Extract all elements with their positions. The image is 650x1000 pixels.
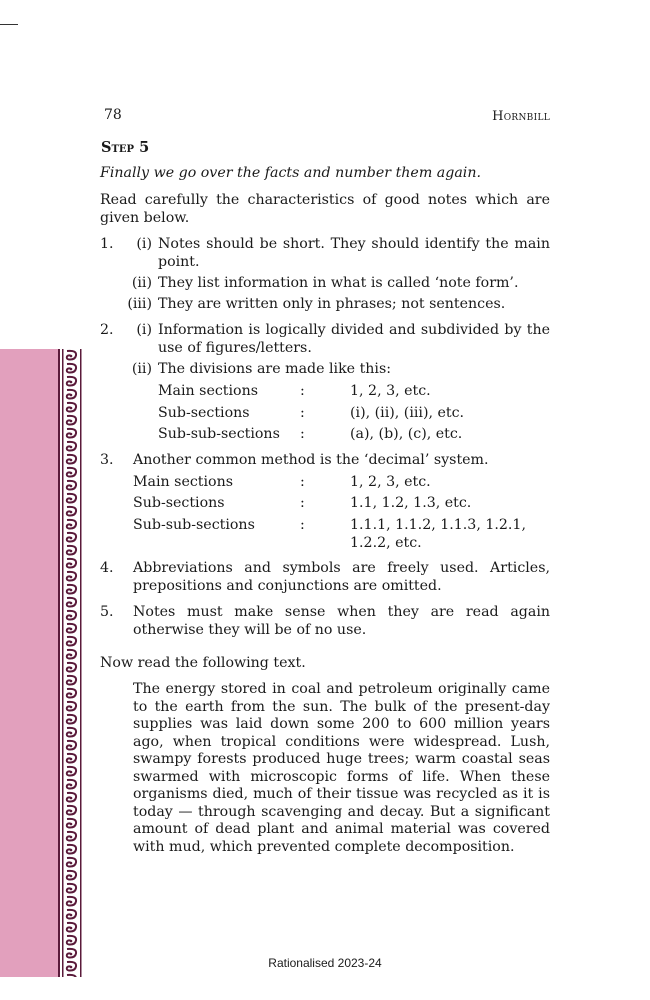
- item-1-ii-label: (ii): [131, 275, 152, 291]
- sidebar-pink-band: [0, 349, 58, 977]
- item-2-row-2-value: (i), (ii), (iii), etc.: [350, 405, 465, 421]
- item-2-row-2-separator: :: [300, 405, 305, 421]
- crop-mark-top: [0, 24, 18, 25]
- item-5-text: Notes must make sense when they are read again otherwise they will be of no use.: [133, 604, 550, 638]
- item-3-number: 3.: [100, 452, 114, 468]
- now-read-line: Now read the following text.: [100, 655, 306, 671]
- item-5-number: 5.: [100, 604, 114, 620]
- item-3-row-1-value: 1, 2, 3, etc.: [350, 474, 431, 490]
- step-heading: Step 5: [101, 139, 150, 156]
- item-3-row-3-separator: :: [300, 517, 305, 533]
- item-2-row-3-separator: :: [300, 426, 305, 442]
- footer-note: Rationalised 2023-24: [268, 956, 382, 970]
- item-2-number: 2.: [100, 322, 114, 338]
- item-2-row-3-value: (a), (b), (c), etc.: [350, 426, 463, 442]
- page-number: 78: [104, 107, 122, 123]
- item-3-row-3-value-line1: 1.1.1, 1.1.2, 1.1.3, 1.2.1,: [350, 517, 526, 533]
- running-header-title: Hornbill: [492, 109, 550, 124]
- item-3-row-1-label: Main sections: [133, 474, 233, 490]
- item-2-i-label: (i): [136, 322, 152, 338]
- item-2-i-text: Information is logically divided and subdivided by the use of figures/letters.: [158, 322, 550, 356]
- item-1-ii-text: They list information in what is called ‘note form’.: [158, 275, 519, 291]
- item-1-iii-label: (iii): [127, 296, 152, 312]
- item-3-row-3-value-line2: 1.2.2, etc.: [350, 535, 422, 551]
- item-2-row-2-label: Sub-sections: [158, 405, 250, 421]
- item-4-number: 4.: [100, 560, 114, 576]
- decorative-border-pattern: [58, 349, 84, 977]
- item-3-text: Another common method is the ‘decimal’ system.: [133, 452, 489, 468]
- item-2-row-1-value: 1, 2, 3, etc.: [350, 383, 431, 399]
- decorative-sidebar: [0, 349, 84, 977]
- item-2-ii-label: (ii): [131, 361, 152, 377]
- item-1-i-text: Notes should be short. They should identify the main point.: [158, 236, 550, 270]
- passage-text: The energy stored in coal and petroleum originally came to the earth from the sun. The bulk of the present-day supplies was laid down some 200 to 600 million years ago, when tropical conditions were widespread. Lush, swampy forests produced huge trees; warm coastal seas swarmed with microscopic forms of life. When these organisms died, much of their tissue was recycled as it is today — through scavenging and decay. But a significant amount of dead plant and animal material was covered with mud, which prevented complete decomposition.: [133, 681, 550, 855]
- item-3-row-2-separator: :: [300, 495, 305, 511]
- item-4-text: Abbreviations and symbols are freely used. Articles, prepositions and conjunctions are omitted.: [133, 560, 550, 594]
- item-3-row-2-label: Sub-sections: [133, 495, 225, 511]
- intro-italic: Finally we go over the facts and number them again.: [100, 165, 481, 181]
- item-3-row-3-label: Sub-sub-sections: [133, 517, 255, 533]
- item-1-iii-text: They are written only in phrases; not sentences.: [158, 296, 506, 312]
- item-2-row-3-label: Sub-sub-sections: [158, 426, 280, 442]
- item-2-row-1-separator: :: [300, 383, 305, 399]
- item-3-row-2-value: 1.1, 1.2, 1.3, etc.: [350, 495, 472, 511]
- intro-paragraph: Read carefully the characteristics of good notes which are given below.: [100, 192, 550, 226]
- item-2-row-1-label: Main sections: [158, 383, 258, 399]
- item-1-i-label: (i): [136, 236, 152, 252]
- item-3-row-1-separator: :: [300, 474, 305, 490]
- item-2-ii-text: The divisions are made like this:: [158, 361, 392, 377]
- item-1-number: 1.: [100, 236, 114, 252]
